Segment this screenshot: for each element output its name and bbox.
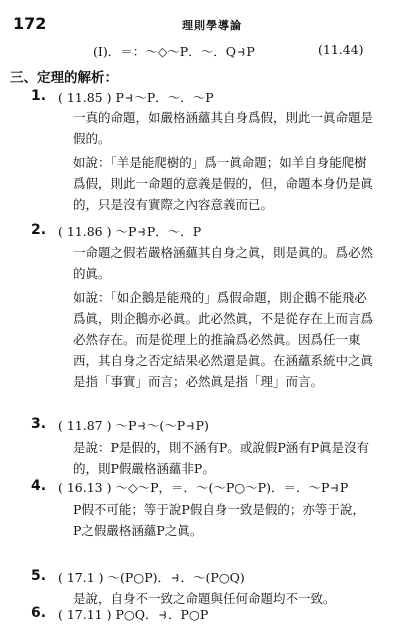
item-formula: ( 17.1 ) ～(P○P)．⥽．～(P○Q) <box>58 570 245 585</box>
paragraph: P假不可能；等于說P假自身一致是假的；亦等于說，P之假嚴格涵蘊P之眞。 <box>73 502 365 538</box>
item-number: 4. <box>31 478 47 494</box>
item-formula: ( 17.11 ) P○Q．⥽．P○P <box>58 607 209 622</box>
item-formula: ( 11.86 ) ～P⥽P．～．P <box>58 224 202 239</box>
item-formula: ( 11.85 ) P⥽～P．～．～P <box>58 90 214 105</box>
page-number: 172 <box>13 14 47 33</box>
paragraph: 是說：P是假的，則不涵有P。或說假P涵有P眞是沒有的，則P假嚴格涵蘊非P。 <box>73 440 370 476</box>
section-heading: 三、定理的解析： <box>10 70 118 86</box>
item-number: 6. <box>31 605 47 621</box>
paragraph: 是說，自身不一致之命題與任何命題均不一致。 <box>73 591 336 606</box>
item-explanation <box>73 499 373 541</box>
page-header <box>0 14 410 34</box>
paragraph: 如說：「羊是能爬樹的」爲一眞命題；如羊自身能爬樹爲假，則此一命題的意義是假的，但，命題本身仍是眞的，只是沒有實際之內容意義而已。 <box>73 155 374 212</box>
item-explanation <box>73 242 373 392</box>
running-title: 理則學導論 <box>182 19 242 32</box>
item-formula: ( 16.13 ) ～◇～P，＝．～(～P○～P)．＝．～P⥽P <box>58 480 349 495</box>
paragraph: 一命題之假若嚴格涵蘊其自身之眞，則是眞的。爲必然的眞。 <box>73 245 374 281</box>
item-formula: ( 11.87 ) ～P⥽～(～P⥽P) <box>58 418 209 433</box>
item-number: 5. <box>31 568 47 584</box>
item-number: 2. <box>31 222 47 238</box>
item-number: 3. <box>31 416 47 432</box>
top-formula: (I)．＝：～◇～P．～．Q⥽P <box>93 44 255 59</box>
item-explanation <box>73 107 373 215</box>
top-formula-number: (11.44) <box>318 42 364 57</box>
paragraph: 一真的命題，如嚴格涵蘊其自身爲假，則此一眞命題是假的。 <box>73 110 374 146</box>
item-explanation <box>73 437 373 479</box>
item-number: 1. <box>31 88 47 104</box>
paragraph: 如說：「如企鵝是能飛的」爲假命題，則企鵝不能飛必爲眞，則企鵝亦必眞。此必然眞，不是從存在上而言爲必然存在。而是從理上的推論爲必然眞。因爲任一東西，其自身之否定結果必然還是眞。在涵蘊系統中之眞是指「事實」而言；必然眞是指「理」而言。 <box>73 290 374 389</box>
